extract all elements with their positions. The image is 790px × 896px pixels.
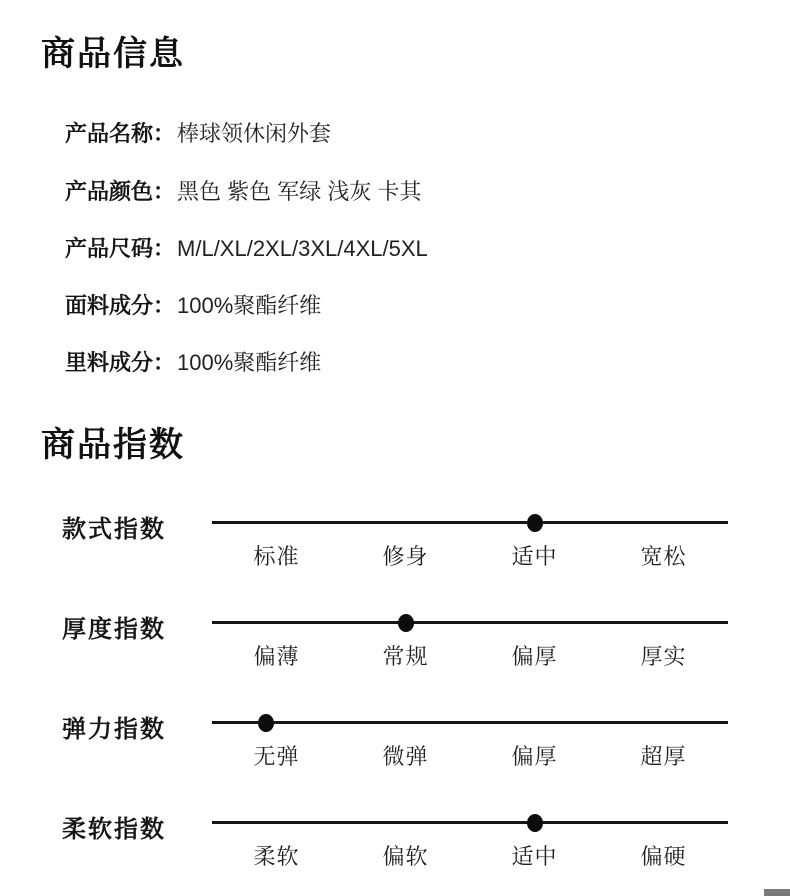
scale-dot [527, 814, 543, 832]
tick-label: 偏硬 [640, 844, 687, 869]
tick-label: 偏厚 [511, 644, 558, 669]
info-row-fabric [65, 293, 321, 318]
info-value-product-color: 黑色 紫色 军绿 浅灰 卡其 [177, 179, 422, 204]
tick-label: 修身 [382, 544, 429, 569]
scale-track-style [212, 497, 728, 597]
scale-row-softness-index [0, 797, 790, 896]
tick-label: 宽松 [640, 544, 687, 569]
scale-line [212, 621, 728, 624]
section-title-product-index: 商品指数 [41, 426, 185, 464]
info-row-product-size [65, 236, 428, 261]
info-row-product-name [65, 121, 331, 146]
scale-label-softness: 柔软指数 [62, 816, 166, 843]
info-value-product-name: 棒球领休闲外套 [177, 121, 332, 146]
info-row-lining [65, 350, 321, 375]
info-row-product-color [65, 179, 421, 204]
tick-label: 微弹 [382, 744, 429, 769]
scale-label-elasticity: 弹力指数 [62, 716, 166, 743]
info-label-lining: 里料成分： [65, 350, 176, 375]
section-title-product-info: 商品信息 [41, 35, 185, 73]
scale-track-softness [212, 797, 728, 896]
info-label-product-color: 产品颜色： [65, 179, 176, 204]
scale-label-style: 款式指数 [62, 516, 166, 543]
tick-label: 厚实 [640, 644, 687, 669]
info-value-product-size: M/L/XL/2XL/3XL/4XL/5XL [177, 236, 428, 261]
tick-label: 常规 [382, 644, 429, 669]
tick-label: 超厚 [640, 744, 687, 769]
scale-line [212, 721, 728, 724]
info-label-product-name: 产品名称： [65, 121, 176, 146]
scale-row-thickness-index [0, 597, 790, 697]
scale-dot [527, 514, 543, 532]
tick-label: 柔软 [253, 844, 300, 869]
info-value-fabric: 100%聚酯纤维 [177, 293, 322, 318]
scale-label-thickness: 厚度指数 [62, 616, 166, 643]
scale-ticks [212, 845, 728, 869]
scale-row-style-index [0, 497, 790, 597]
scale-line [212, 821, 728, 824]
tick-label: 偏厚 [511, 744, 558, 769]
info-label-fabric: 面料成分： [65, 293, 176, 318]
scale-dot [258, 714, 274, 732]
info-value-lining: 100%聚酯纤维 [177, 350, 322, 375]
tick-label: 无弹 [253, 744, 300, 769]
scale-track-thickness [212, 597, 728, 697]
tick-label: 标准 [253, 544, 300, 569]
scale-row-elasticity-index [0, 697, 790, 797]
tick-label: 偏薄 [253, 644, 300, 669]
tick-label: 适中 [511, 844, 558, 869]
scale-dot [398, 614, 414, 632]
scale-track-elasticity [212, 697, 728, 797]
scale-ticks [212, 645, 728, 669]
info-label-product-size: 产品尺码： [65, 236, 176, 261]
tick-label: 适中 [511, 544, 558, 569]
scale-ticks [212, 545, 728, 569]
scale-ticks [212, 745, 728, 769]
bottom-right-gray-marker [764, 889, 790, 896]
scale-line [212, 521, 728, 524]
tick-label: 偏软 [382, 844, 429, 869]
